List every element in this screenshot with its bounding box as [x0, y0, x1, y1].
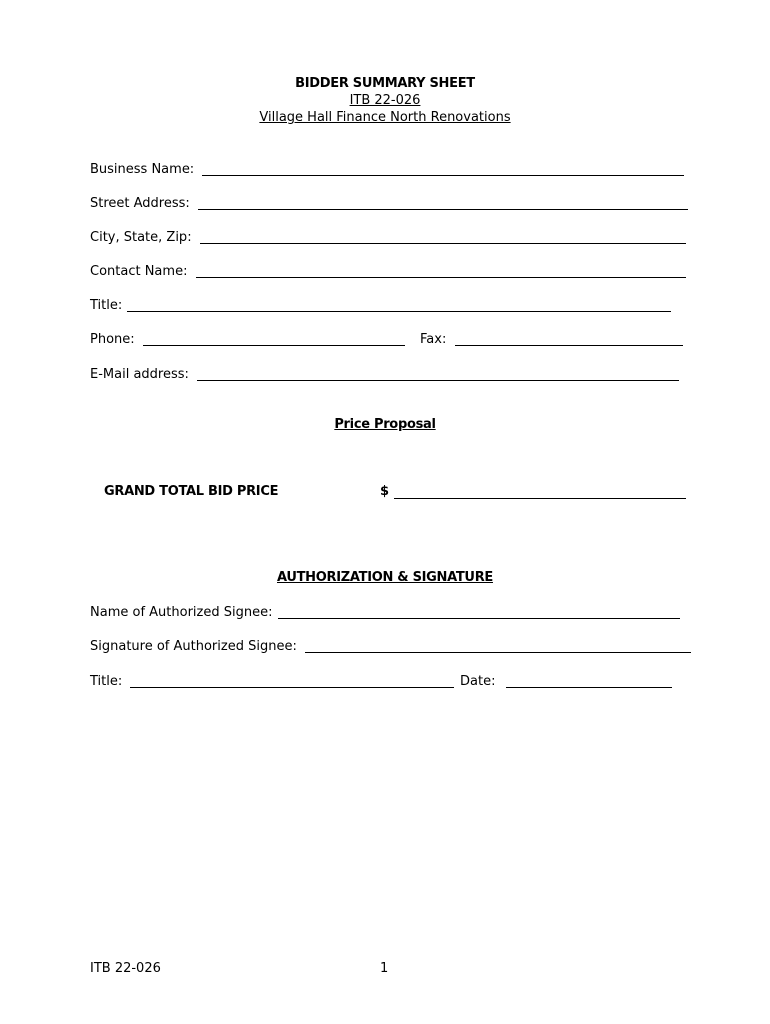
- email-row: [90, 366, 679, 384]
- document-title: BIDDER SUMMARY SHEET: [295, 76, 475, 91]
- grand-total-label: GRAND TOTAL BID PRICE: [104, 484, 279, 499]
- business-name-row: [90, 161, 684, 179]
- city-state-zip-field[interactable]: [200, 229, 686, 244]
- price-proposal-heading: Price Proposal: [334, 417, 436, 432]
- signee-signature-row: [90, 638, 691, 656]
- fax-field[interactable]: [455, 331, 683, 346]
- signee-signature-label: Signature of Authorized Signee:: [90, 639, 297, 654]
- signee-name-field[interactable]: [278, 604, 680, 619]
- contact-name-label: Contact Name:: [90, 264, 188, 279]
- title-field[interactable]: [127, 297, 671, 312]
- page-number: 1: [380, 961, 389, 976]
- fax-row: [420, 331, 683, 349]
- phone-label: Phone:: [90, 332, 135, 347]
- title-label: Title:: [90, 298, 123, 313]
- date-label: Date:: [460, 674, 496, 689]
- signee-name-label: Name of Authorized Signee:: [90, 605, 273, 620]
- email-label: E-Mail address:: [90, 367, 189, 382]
- auth-title-label: Title:: [90, 674, 123, 689]
- city-state-zip-row: [90, 229, 686, 247]
- footer-itb: ITB 22-026: [90, 961, 161, 976]
- signee-name-row: [90, 604, 272, 622]
- email-field[interactable]: [197, 366, 679, 381]
- fax-label: Fax:: [420, 332, 447, 347]
- currency-symbol: $: [380, 484, 389, 499]
- business-name-field[interactable]: [202, 161, 684, 176]
- title-row: [90, 297, 671, 315]
- authorization-heading: AUTHORIZATION & SIGNATURE: [277, 570, 493, 585]
- date-field[interactable]: [506, 673, 672, 688]
- auth-title-row: [90, 673, 454, 691]
- business-name-label: Business Name:: [90, 162, 195, 177]
- project-name: Village Hall Finance North Renovations: [259, 110, 511, 125]
- city-state-zip-label: City, State, Zip:: [90, 230, 192, 245]
- street-address-row: [90, 195, 688, 213]
- grand-total-field[interactable]: [394, 484, 686, 499]
- phone-row: [90, 331, 405, 349]
- itb-number: ITB 22-026: [349, 93, 421, 108]
- contact-name-field[interactable]: [196, 263, 686, 278]
- street-address-label: Street Address:: [90, 196, 190, 211]
- phone-field[interactable]: [143, 331, 405, 346]
- signee-signature-field[interactable]: [305, 638, 691, 653]
- auth-title-field[interactable]: [130, 673, 454, 688]
- street-address-field[interactable]: [198, 195, 688, 210]
- contact-name-row: [90, 263, 686, 281]
- date-row: [460, 673, 672, 691]
